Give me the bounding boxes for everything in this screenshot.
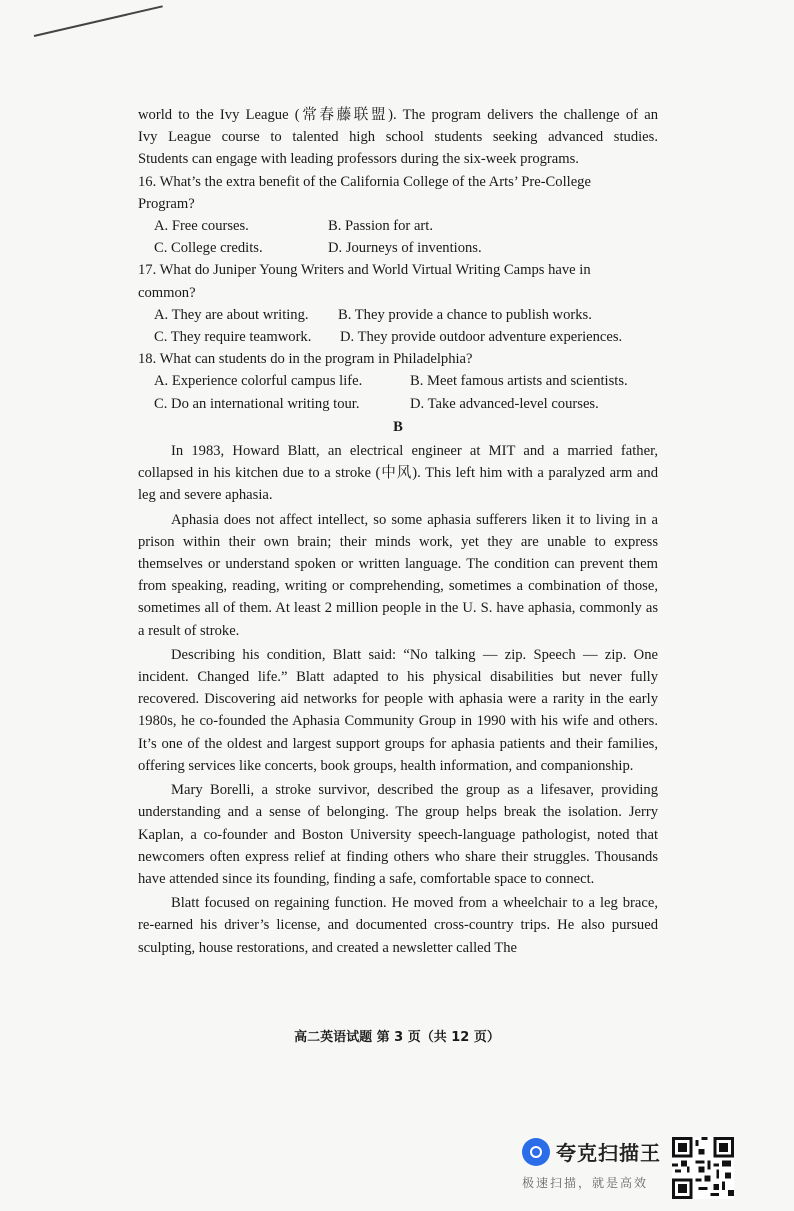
question-stem: 18. What can students do in the program in Philadelphia? (138, 351, 473, 368)
option-b: B. They provide a chance to publish works. (338, 306, 592, 323)
question-stem: common? (138, 284, 196, 301)
brand-tagline: 极速扫描，就是高效 (522, 1176, 649, 1190)
option-b: B. Meet famous artists and scientists. (410, 373, 628, 390)
option-c: C. College credits. (154, 240, 263, 257)
question-17 (138, 259, 658, 348)
option-c: C. They require teamwork. (154, 329, 312, 346)
pen-stroke-mark (34, 5, 163, 37)
passage-paragraph: Blatt focused on regaining function. He moved from a wheelchair to a leg brace, re-earned his driver’s license, and documented cross-country trips. He also pursued sculpting, house restorations, and created a newsletter called The (138, 895, 658, 956)
scanner-watermark (522, 1137, 662, 1191)
option-d: D. Take advanced-level courses. (410, 395, 599, 412)
page-footer: 高二英语试题 第 3 页（共 12 页） (294, 1030, 500, 1045)
question-16 (138, 171, 658, 260)
text-line: world to the Ivy League (常春藤联盟). The program delivers the challenge of an (138, 107, 658, 123)
text-line: Students can engage with leading professors during the six-week programs. (138, 151, 579, 168)
option-c: C. Do an international writing tour. (154, 395, 360, 412)
option-a: A. Free courses. (154, 218, 249, 235)
question-stem: Program? (138, 195, 195, 212)
option-a: A. They are about writing. (154, 306, 309, 323)
exam-page (138, 104, 658, 959)
question-stem: 16. What’s the extra benefit of the California College of the Arts’ Pre-College (138, 173, 591, 190)
question-stem: 17. What do Juniper Young Writers and World Virtual Writing Camps have in (138, 262, 591, 279)
quark-logo-icon (522, 1138, 550, 1166)
qr-code-icon (672, 1137, 734, 1199)
option-b: B. Passion for art. (328, 218, 433, 235)
option-a: A. Experience colorful campus life. (154, 373, 363, 390)
passage-paragraph: Aphasia does not affect intellect, so some aphasia sufferers liken it to living in a prison within their own brain; their minds work, yet they are unable to express themselves or understand spoken or written language. The condition can prevent them from speaking, reading, writing or comprehending, sometimes a combination of those, sometimes all of them. At least 2 million people in the U. S. have aphasia, commonly as a result of stroke. (138, 511, 658, 639)
passage-paragraph: Mary Borelli, a stroke survivor, described the group as a lifesaver, providing understanding and a sense of belonging. The group helps break the isolation. Jerry Kaplan, a co-founder and Boston University speech-language pathologist, noted that newcomers often express relief at finding others who share their struggles. Thousands have attended since its founding, finding a safe, comfortable space to connect. (138, 782, 658, 887)
question-18 (138, 348, 658, 415)
passage-paragraph: Describing his condition, Blatt said: “No talking — zip. Speech — zip. One incident. Changed life.” Blatt adapted to his physical disabilities but never fully recovered. Discovering aid networks for people with aphasia were a rarity in the early 1980s, he co-founded the Aphasia Community Group in 1990 with his wife and others. It’s one of the oldest and largest support groups for aphasia patients and their families, offering services like concerts, book groups, health information, and companionship. (138, 646, 658, 774)
passage-paragraph: In 1983, Howard Blatt, an electrical engineer at MIT and a married father, collapsed in his kitchen due to a stroke (中风). This left him with a paralyzed arm and leg and severe aphasia. (138, 443, 658, 504)
option-d: D. They provide outdoor adventure experiences. (340, 329, 623, 346)
option-d: D. Journeys of inventions. (328, 240, 482, 257)
text-line: Ivy League course to talented high school students seeking advanced studies. (138, 129, 658, 146)
brand-name: 夸克扫描王 (556, 1141, 661, 1165)
section-heading: B (393, 418, 403, 435)
